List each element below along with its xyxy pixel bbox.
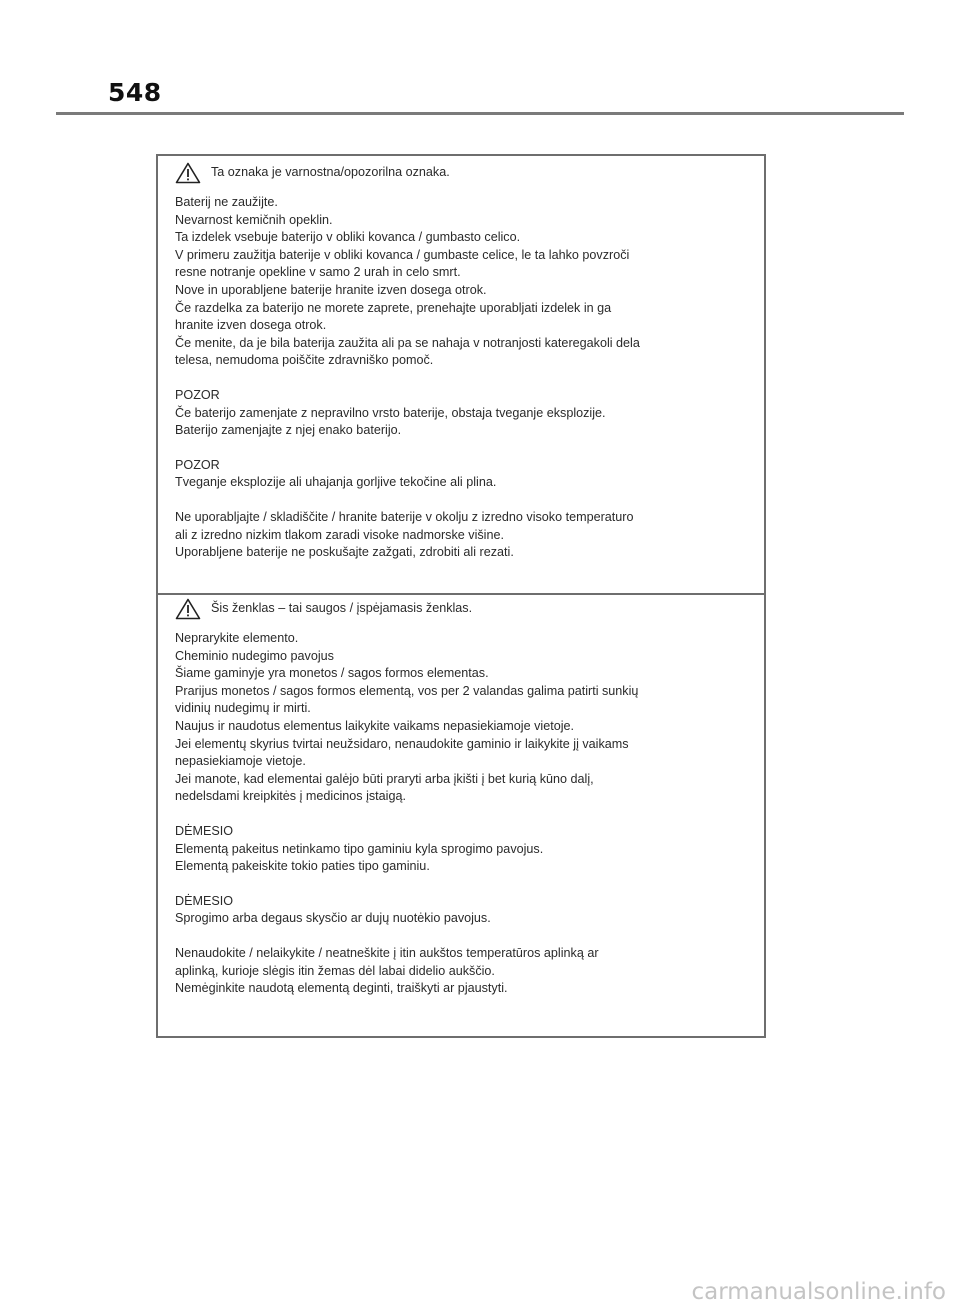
text-line: Baterijo zamenjajte z njej enako baterijo. <box>175 423 402 438</box>
text-line: Elementą pakeitus netinkamo tipo gaminiu kyla sprogimo pavojus. <box>175 841 544 856</box>
text-line: Nenaudokite / nelaikykite / neatneškite į itin aukštos temperatūros aplinką ar <box>175 945 599 960</box>
battery-warning-box <box>156 154 766 1038</box>
text-line: Nemėginkite naudotą elementą deginti, traiškyti ar pjaustyti. <box>175 981 508 996</box>
text-line: Nevarnost kemičnih opeklin. <box>175 212 333 227</box>
text-line: nedelsdami kreipkitės į medicinos įstaigą. <box>175 789 406 804</box>
text-line: Če menite, da je bila baterija zaužita ali pa se nahaja v notranjosti kateregakoli dela <box>175 335 640 350</box>
text-line: Ne uporabljajte / skladiščite / hranite baterije v okolju z izredno visoko temperaturo <box>175 509 634 524</box>
text-line: Sprogimo arba degaus skysčio ar dujų nuotėkio pavojus. <box>175 911 491 926</box>
sl-warning-text: Ta oznaka je varnostna/opozorilna oznaka. <box>211 165 450 180</box>
sl-paragraph <box>175 194 754 370</box>
text-line: ali z izredno nizkim tlakom zaradi visoke nadmorske višine. <box>175 527 504 542</box>
sl-paragraphs <box>175 194 754 562</box>
slovenian-section <box>158 162 764 579</box>
text-line: Šiame gaminyje yra monetos / sagos formos elementas. <box>175 666 489 681</box>
text-line: Uporabljene baterije ne poskušajte zažgati, zdrobiti ali rezati. <box>175 545 514 560</box>
header-rule <box>56 112 904 115</box>
lt-warning-text: Šis ženklas – tai saugos / įspėjamasis ženklas. <box>211 601 473 616</box>
watermark: carmanualsonline.info <box>691 1279 946 1305</box>
lt-warning-line <box>175 598 754 620</box>
text-line: Če baterijo zamenjate z nepravilno vrsto baterije, obstaja tveganje eksplozije. <box>175 405 606 420</box>
lithuanian-section <box>158 598 764 1015</box>
sl-paragraph <box>175 457 754 492</box>
text-line: nepasiekiamoje vietoje. <box>175 754 306 769</box>
warning-triangle-icon <box>175 598 201 620</box>
text-line: vidinių nudegimų ir mirti. <box>175 701 311 716</box>
lt-paragraph <box>175 945 754 998</box>
text-line: DĖMESIO <box>175 893 234 908</box>
text-line: POZOR <box>175 457 220 472</box>
text-line: Baterij ne zaužijte. <box>175 195 278 209</box>
warning-triangle-icon <box>175 162 201 184</box>
text-line: Jei manote, kad elementai galėjo būti praryti arba įkišti į bet kurią kūno dalį, <box>175 771 594 786</box>
text-line: Neprarykite elemento. <box>175 631 299 645</box>
text-line: Cheminio nudegimo pavojus <box>175 648 334 663</box>
section-divider <box>158 593 764 595</box>
text-line: Jei elementų skyrius tvirtai neužsidaro, nenaudokite gaminio ir laikykite jį vaikams <box>175 736 629 751</box>
text-line: V primeru zaužitja baterije v obliki kovanca / gumbaste celice, le ta lahko povzroči <box>175 247 630 262</box>
text-line: resne notranje opekline v samo 2 urah in celo smrt. <box>175 265 461 280</box>
lt-paragraph <box>175 630 754 806</box>
text-line: POZOR <box>175 387 220 402</box>
text-line: DĖMESIO <box>175 823 234 838</box>
text-line: aplinką, kurioje slėgis itin žemas dėl labai didelio aukščio. <box>175 963 495 978</box>
lt-paragraph <box>175 823 754 876</box>
page-number: 548 <box>108 78 162 107</box>
lt-paragraph <box>175 893 754 928</box>
text-line: Naujus ir naudotus elementus laikykite vaikams nepasiekiamoje vietoje. <box>175 718 575 733</box>
text-line: Če razdelka za baterijo ne morete zaprete, prenehajte uporabljati izdelek in ga <box>175 300 612 315</box>
sl-paragraph <box>175 387 754 440</box>
lt-paragraphs <box>175 630 754 998</box>
text-line: Elementą pakeiskite tokio paties tipo gaminiu. <box>175 859 430 874</box>
sl-warning-line <box>175 162 754 184</box>
sl-paragraph <box>175 509 754 562</box>
text-line: Nove in uporabljene baterije hranite izven dosega otrok. <box>175 282 487 297</box>
text-line: Prarijus monetos / sagos formos elementą, vos per 2 valandas galima patirti sunkių <box>175 683 639 698</box>
text-line: hranite izven dosega otrok. <box>175 318 327 333</box>
text-line: Tveganje eksplozije ali uhajanja gorljive tekočine ali plina. <box>175 475 497 490</box>
text-line: telesa, nemudoma poiščite zdravniško pomoč. <box>175 353 434 368</box>
text-line: Ta izdelek vsebuje baterijo v obliki kovanca / gumbasto celico. <box>175 230 521 245</box>
